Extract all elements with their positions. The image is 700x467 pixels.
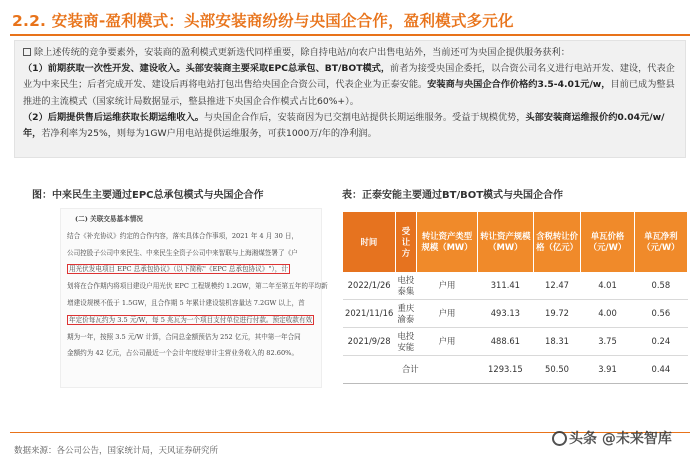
title-divider	[10, 34, 690, 36]
table-header: 转让资产规模（MW）	[478, 212, 534, 272]
table-cell: 1293.15	[478, 356, 534, 384]
table-cell: 重庆渝泰	[395, 300, 416, 328]
table-cell: 311.41	[478, 272, 534, 300]
data-source: 数据来源：各公司公告，国家统计局，天风证券研究所	[14, 446, 219, 456]
table-cell: 4.00	[581, 300, 634, 328]
excerpt-heading: (二) 关联交易基本情况	[75, 215, 143, 223]
table-total-row	[343, 356, 688, 384]
table-cell: 493.13	[478, 300, 534, 328]
table-cell: 2022/1/26	[343, 272, 395, 300]
watermark: 头条 @未来智库	[550, 428, 672, 448]
table-row	[343, 300, 688, 328]
summary-point-1: （1）前期获取一次性开发、建设收入。头部安装商主要采取EPC总承包、BT/BOT模式，前者为接受央国企委托，以合资公司名义进行电站开发、建设，代表企业为中来民生；后者完成开发、建设后再将电站打包出售给央国企合资公司，代表企业为正泰安能。安装商与央国企合作价格约3.5-4.01元/w，目前已成为整县推进的主流模式（国家统计局数据显示，整县推进下央国企合作模式占比60%+）。	[23, 63, 675, 107]
table-cell: 0.58	[634, 272, 687, 300]
table-cell: 3.91	[581, 356, 634, 384]
summary-point-2: （2）后期提供售后运维获取长期运维收入。与央国企合作后，安装商因为已交割电站提供长期运维服务。受益于规模优势，头部安装商运维报价约0.04元/w/年，若净利率为25%，则每为1GW户用电站提供运维服务，可获1000万/年的净利润。	[23, 111, 665, 140]
table-cell: 户用	[416, 328, 477, 356]
square-bullet-icon	[23, 48, 31, 56]
excerpt-line: 期为一年，按照 3.5 元/W 计算，合同总金额预估为 252 亿元，其中第一年合同	[67, 332, 301, 341]
table-cell: 3.75	[581, 328, 634, 356]
announcement-excerpt	[60, 208, 328, 388]
watermark-logo-icon	[552, 431, 567, 446]
table-cell: 户用	[416, 300, 477, 328]
table-cell: 电投安能	[395, 328, 416, 356]
excerpt-line: 金额约为 42 亿元，占公司最近一个会计年度经审计主营业务收入的 82.60%。	[67, 349, 299, 358]
table-cell: 12.47	[533, 272, 581, 300]
summary-intro: 除上述传统的竞争要素外，安装商的盈利模式更新迭代同样重要，除自持电站/向农户出售电站外，当前还可为央国企提供服务获利：	[23, 45, 677, 61]
table-cell: 488.61	[478, 328, 534, 356]
summary-box	[14, 40, 686, 158]
page-title: 2.2. 安装商-盈利模式：头部安装商纷纷与央国企合作，盈利模式多元化	[12, 12, 514, 30]
table-cell: 0.56	[634, 300, 687, 328]
excerpt-line: 划将在合作期内将项目建设户用光伏 EPC 工程规模约 1.2GW，第二年至第五年的平均新	[67, 282, 328, 291]
table-cell: 2021/11/16	[343, 300, 395, 328]
table-cell: 户用	[416, 272, 477, 300]
table-header: 单瓦净利（元/W）	[634, 212, 687, 272]
excerpt-line: 公司控股子公司中来民生、中来民生全资子公司中来智联与上海湘煤签署了《户	[67, 248, 298, 257]
excerpt-line-highlight: 用光伏发电项目 EPC 总承包协议》（以下简称"《EPC 总承包协议》"），计	[69, 265, 288, 274]
excerpt-line: 增建设规模不低于 1.5GW，且合作期 5 年累计建设装机容量达 7.2GW 以上，首	[67, 298, 305, 307]
table-cell: 电投泰集	[395, 272, 416, 300]
table-header: 含税转让价格（亿元）	[533, 212, 581, 272]
table-cell: 0.24	[634, 328, 687, 356]
figure-left-title: 图：中来民生主要通过EPC总承包模式与央国企合作	[32, 190, 264, 201]
excerpt-line-highlight: 年定价每瓦约为 3.5 元/W，每 5 兆瓦为一个项目支付单位进行付款。预定收款有效	[69, 315, 313, 324]
table-header: 转让资产类型规模（MW）	[416, 212, 477, 272]
table-cell: 18.31	[533, 328, 581, 356]
table-cell: 19.72	[533, 300, 581, 328]
table-cell: 4.01	[581, 272, 634, 300]
table-cell: 合计	[343, 356, 478, 384]
table-header: 时间	[343, 212, 395, 272]
table-row	[343, 328, 688, 356]
transfer-table	[343, 212, 688, 384]
page-header	[0, 0, 700, 38]
excerpt-line: 结合《补充协议》约定的合作内容，落实具体合作事项，2021 年 4 月 30 日，	[67, 231, 299, 240]
table-header: 受让方	[395, 212, 416, 272]
figure-right-title: 表：正泰安能主要通过BT/BOT模式与央国企合作	[342, 190, 564, 201]
table-cell: 50.50	[533, 356, 581, 384]
table-cell: 0.44	[634, 356, 687, 384]
table-row	[343, 272, 688, 300]
table-header-row	[343, 212, 688, 272]
table-cell: 2021/9/28	[343, 328, 395, 356]
table-header: 单瓦价格（元/W）	[581, 212, 634, 272]
